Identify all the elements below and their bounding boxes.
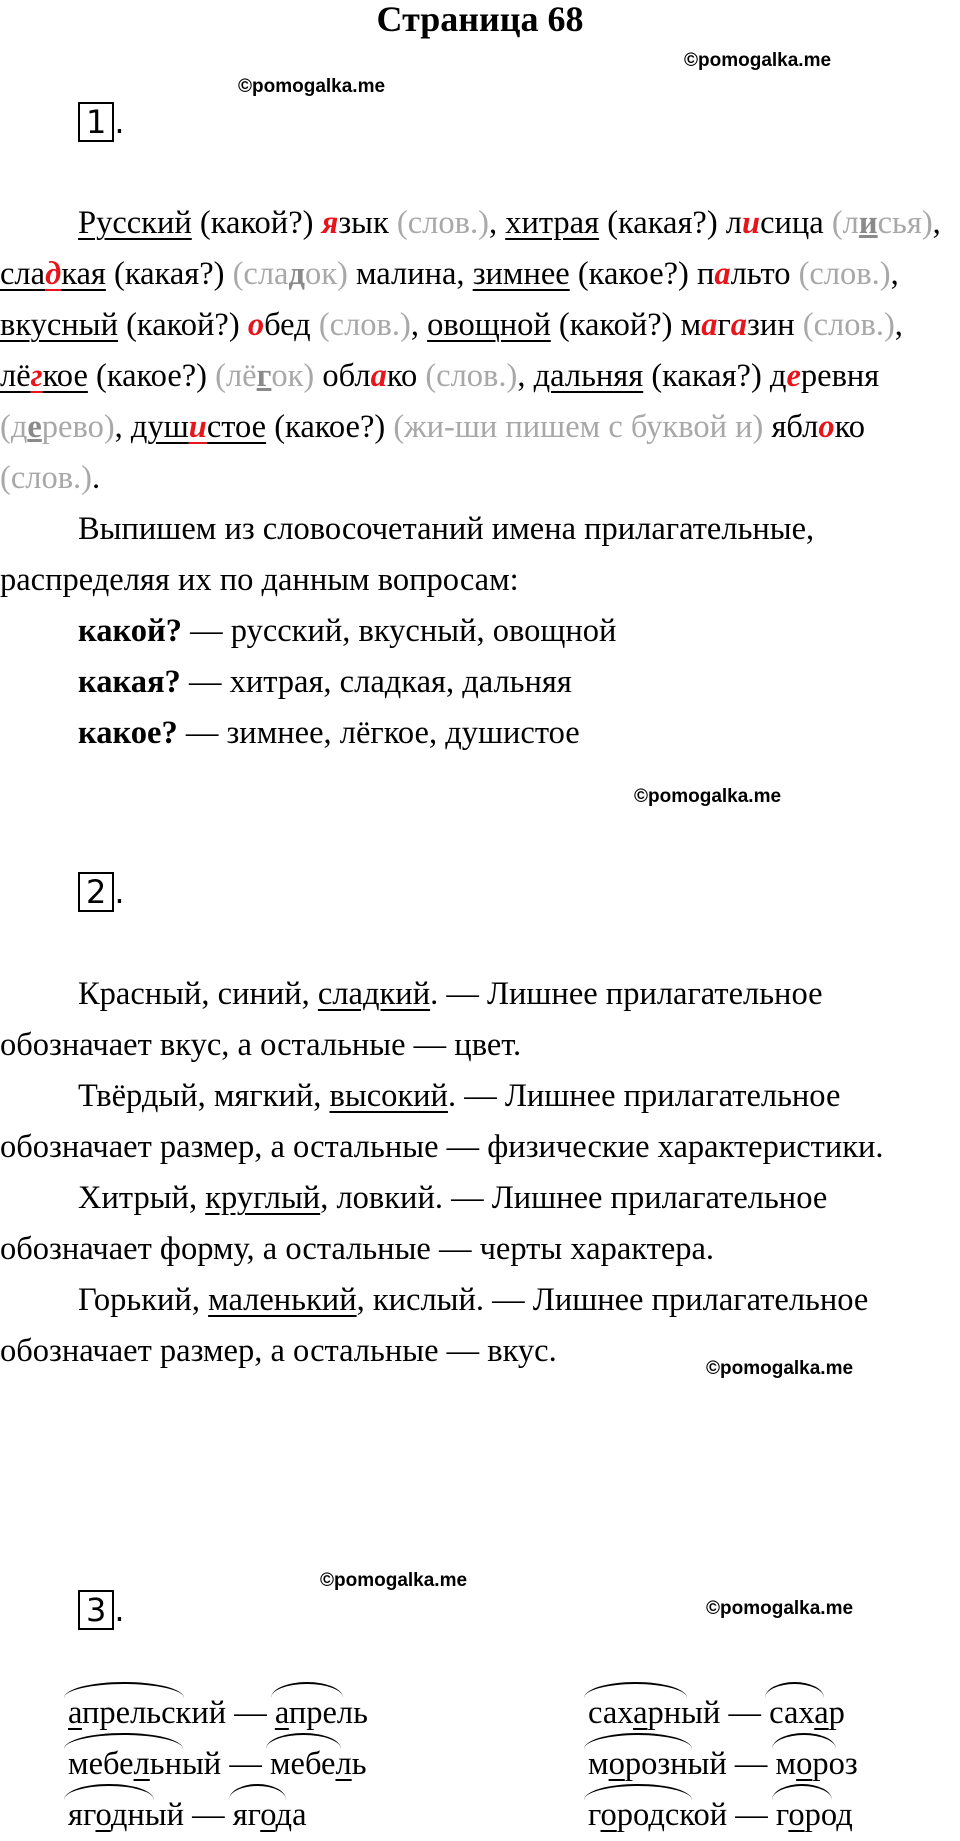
text-segment: ябл xyxy=(763,409,819,445)
text-segment: (какой?) xyxy=(117,307,248,343)
watermark: ©pomogalka.me xyxy=(684,50,832,71)
text-segment: а xyxy=(714,256,731,292)
word xyxy=(270,1739,367,1790)
dash: — xyxy=(727,1797,776,1833)
item-text: . — Лишнее прилагательное обозначает размер, а остальные — физические характеристики. xyxy=(0,1078,884,1165)
word-part: г xyxy=(588,1797,601,1833)
text-segment: зин xyxy=(747,307,803,343)
question-words: — русский, вкусный, овощной xyxy=(182,613,617,649)
word xyxy=(68,1688,226,1739)
text-segment: (какое?) п xyxy=(569,256,715,292)
text-segment: льто xyxy=(730,256,799,292)
exercise-number: 3 . xyxy=(78,1590,125,1630)
text-segment: (какой?) xyxy=(191,205,322,241)
unstressed-letter: а xyxy=(274,1695,289,1731)
unstressed-letter: а xyxy=(68,1695,82,1731)
text-segment: , xyxy=(932,205,941,241)
unstressed-letter: о xyxy=(796,1746,813,1782)
odd-word-item xyxy=(0,1071,958,1173)
text-segment: (л xyxy=(831,205,859,241)
word-part: розный xyxy=(624,1746,727,1782)
exercise-number-box: 2 xyxy=(78,872,114,912)
exercise-number: 1 . xyxy=(78,102,125,142)
watermark: ©pomogalka.me xyxy=(238,76,386,97)
text-segment: и xyxy=(742,205,761,241)
word-part: родской xyxy=(616,1797,728,1833)
text-segment: (какая?) л xyxy=(599,205,742,241)
watermark: ©pomogalka.me xyxy=(706,1358,854,1379)
text-segment: д xyxy=(45,256,62,292)
word-pair xyxy=(588,1688,858,1739)
word xyxy=(275,1688,368,1739)
odd-word: круглый xyxy=(205,1180,321,1216)
word-part: сах xyxy=(588,1695,634,1731)
dash: — xyxy=(183,1797,233,1833)
odd-word: сладкий xyxy=(317,976,431,1012)
word xyxy=(233,1790,307,1841)
word xyxy=(68,1739,221,1790)
text-segment: , xyxy=(410,307,428,343)
text-segment: и xyxy=(858,205,878,241)
root-arc xyxy=(271,1682,344,1698)
question-label: какое? xyxy=(78,715,178,751)
word xyxy=(776,1739,858,1790)
text-segment: душ xyxy=(130,409,189,445)
text-segment: е xyxy=(27,409,42,445)
text-segment: рево) xyxy=(41,409,115,445)
exercise-1-text xyxy=(0,198,958,759)
unstressed-letter: а xyxy=(633,1695,648,1731)
text-segment: сья) xyxy=(877,205,933,241)
item-text: , ловкий. — Лишнее прилагательное обозначает форму, а остальные — черты характера. xyxy=(0,1180,828,1267)
unstressed-letter: а xyxy=(814,1695,829,1731)
odd-word-item xyxy=(0,1173,958,1275)
word xyxy=(588,1739,727,1790)
text-segment: обл xyxy=(314,358,371,394)
word-part: сах xyxy=(769,1695,815,1731)
text-segment: а xyxy=(701,307,718,343)
text-segment: дальняя xyxy=(533,358,644,394)
question-label: какой? xyxy=(78,613,183,649)
word xyxy=(588,1790,727,1841)
text-segment: ок) xyxy=(271,358,315,394)
word-pair xyxy=(68,1790,368,1841)
text-segment: , xyxy=(890,256,899,292)
text-segment: кое xyxy=(42,358,88,394)
question-group xyxy=(0,657,958,708)
word-pair xyxy=(588,1739,858,1790)
unstressed-letter: о xyxy=(608,1746,625,1782)
exercise-1-paragraph xyxy=(0,198,958,504)
word-part: р xyxy=(828,1695,845,1731)
exercise-2-text xyxy=(0,969,958,1377)
text-segment: зык xyxy=(338,205,397,241)
text-segment: (какая?) д xyxy=(643,358,787,394)
text-segment: Русский xyxy=(78,205,192,241)
exercise-number-box: 3 xyxy=(78,1590,114,1630)
word-part: м xyxy=(588,1746,609,1782)
text-segment: (слов.) xyxy=(802,307,895,343)
question-label: какая? xyxy=(78,664,181,700)
unstressed-letter: л xyxy=(335,1746,352,1782)
root-arc xyxy=(584,1682,687,1698)
root-arc xyxy=(64,1682,184,1698)
text-segment: и xyxy=(188,409,207,445)
page-title: Страница 68 xyxy=(376,0,584,39)
exercise-1-groups xyxy=(0,606,958,759)
word-pair xyxy=(68,1688,368,1739)
word xyxy=(588,1688,720,1739)
item-text: Горький, xyxy=(78,1282,209,1318)
text-segment: (сла xyxy=(232,256,289,292)
text-segment: , xyxy=(517,358,534,394)
text-segment: (слов.) xyxy=(798,256,891,292)
text-segment: (жи-ши пишем с буквой и) xyxy=(393,409,764,445)
text-segment: сица xyxy=(760,205,832,241)
text-segment: ко xyxy=(834,409,865,445)
text-segment: сла xyxy=(0,256,46,292)
text-segment: (какой?) м xyxy=(550,307,702,343)
word xyxy=(68,1790,184,1841)
exercise-1-intro: Выпишем из словосочетаний имена прилагательные, распределяя их по данным вопросам: xyxy=(0,511,815,598)
exercise-3-left-column xyxy=(68,1688,368,1841)
word xyxy=(769,1688,845,1739)
text-segment: вкусный xyxy=(0,307,118,343)
text-segment: хитрая xyxy=(505,205,600,241)
word-part: яг xyxy=(68,1797,96,1833)
dash: — xyxy=(226,1695,275,1731)
text-segment: (лё xyxy=(215,358,257,394)
text-segment: кая xyxy=(61,256,106,292)
word-part: мебе xyxy=(269,1746,336,1782)
word-pair xyxy=(68,1739,368,1790)
word-part: ьный xyxy=(149,1746,222,1782)
word-part: прель xyxy=(288,1695,368,1731)
word-part: роз xyxy=(812,1746,858,1782)
text-segment: . xyxy=(92,460,101,496)
text-segment: зимнее xyxy=(472,256,570,292)
text-segment: (слов.) xyxy=(425,358,518,394)
text-segment: малина, xyxy=(347,256,473,292)
word-part: г xyxy=(775,1797,789,1833)
word-part: ь xyxy=(351,1746,367,1782)
word-part: род xyxy=(804,1797,853,1833)
word-pair xyxy=(588,1790,858,1841)
text-segment: овощной xyxy=(427,307,551,343)
word-part: прельский xyxy=(82,1695,227,1731)
question-words: — зимнее, лёгкое, душистое xyxy=(177,715,580,751)
question-group xyxy=(0,708,958,759)
text-segment: г xyxy=(256,358,272,394)
text-segment: а xyxy=(370,358,387,394)
word xyxy=(776,1790,853,1841)
text-segment: ко xyxy=(386,358,426,394)
text-segment: д xyxy=(288,256,305,292)
text-segment: (какое?) xyxy=(266,409,394,445)
word-part: яг xyxy=(232,1797,261,1833)
text-segment: стое xyxy=(206,409,267,445)
text-segment: (д xyxy=(0,409,28,445)
text-segment: (какая?) xyxy=(105,256,233,292)
dash: — xyxy=(221,1746,270,1782)
item-text: . — Лишнее прилагательное обозначает вкус, а остальные — цвет. xyxy=(0,976,823,1063)
text-segment: (слов.) xyxy=(0,460,93,496)
exercise-number: 2 . xyxy=(78,872,125,912)
text-segment: ок) xyxy=(304,256,348,292)
text-segment: (слов.) xyxy=(396,205,489,241)
text-segment: я xyxy=(321,205,339,241)
exercise-3-right-column xyxy=(588,1688,858,1841)
text-segment: г xyxy=(30,358,43,394)
root-arc xyxy=(765,1682,824,1698)
text-segment: , xyxy=(488,205,506,241)
word-part: да xyxy=(275,1797,307,1833)
word-part: дный xyxy=(110,1797,184,1833)
odd-word-item xyxy=(0,969,958,1071)
odd-word: маленький xyxy=(208,1282,357,1318)
unstressed-letter: о xyxy=(95,1797,111,1833)
question-group xyxy=(0,606,958,657)
exercise-number-box: 1 xyxy=(78,102,114,142)
text-segment: а xyxy=(730,307,748,343)
unstressed-letter: о xyxy=(260,1797,276,1833)
item-text: , кислый. — Лишнее прилагательное обозначает размер, а остальные — вкус. xyxy=(0,1282,869,1369)
text-segment: , xyxy=(894,307,903,343)
unstressed-letter: л xyxy=(133,1746,150,1782)
text-segment: г xyxy=(717,307,731,343)
watermark: ©pomogalka.me xyxy=(320,1570,468,1591)
item-text: Твёрдый, мягкий, xyxy=(78,1078,330,1114)
odd-word: высокий xyxy=(329,1078,448,1114)
word-part: мебе xyxy=(68,1746,134,1782)
text-segment: ревня xyxy=(800,358,880,394)
word-part: м xyxy=(775,1746,797,1782)
watermark: ©pomogalka.me xyxy=(634,786,782,807)
dash: — xyxy=(726,1746,776,1782)
question-words: — хитрая, сладкая, дальняя xyxy=(180,664,572,700)
item-text: Красный, синий, xyxy=(78,976,318,1012)
text-segment: , xyxy=(114,409,131,445)
item-text: Хитрый, xyxy=(78,1180,206,1216)
text-segment: е xyxy=(786,358,801,394)
dash: — xyxy=(720,1695,770,1731)
text-segment: бед xyxy=(264,307,319,343)
text-segment: о xyxy=(247,307,265,343)
unstressed-letter: о xyxy=(788,1797,805,1833)
word-part: рный xyxy=(647,1695,721,1731)
text-segment: (слов.) xyxy=(318,307,411,343)
unstressed-letter: о xyxy=(600,1797,617,1833)
text-segment: (какое?) xyxy=(87,358,216,394)
text-segment: о xyxy=(818,409,835,445)
watermark: ©pomogalka.me xyxy=(706,1598,854,1619)
text-segment: лё xyxy=(0,358,31,394)
